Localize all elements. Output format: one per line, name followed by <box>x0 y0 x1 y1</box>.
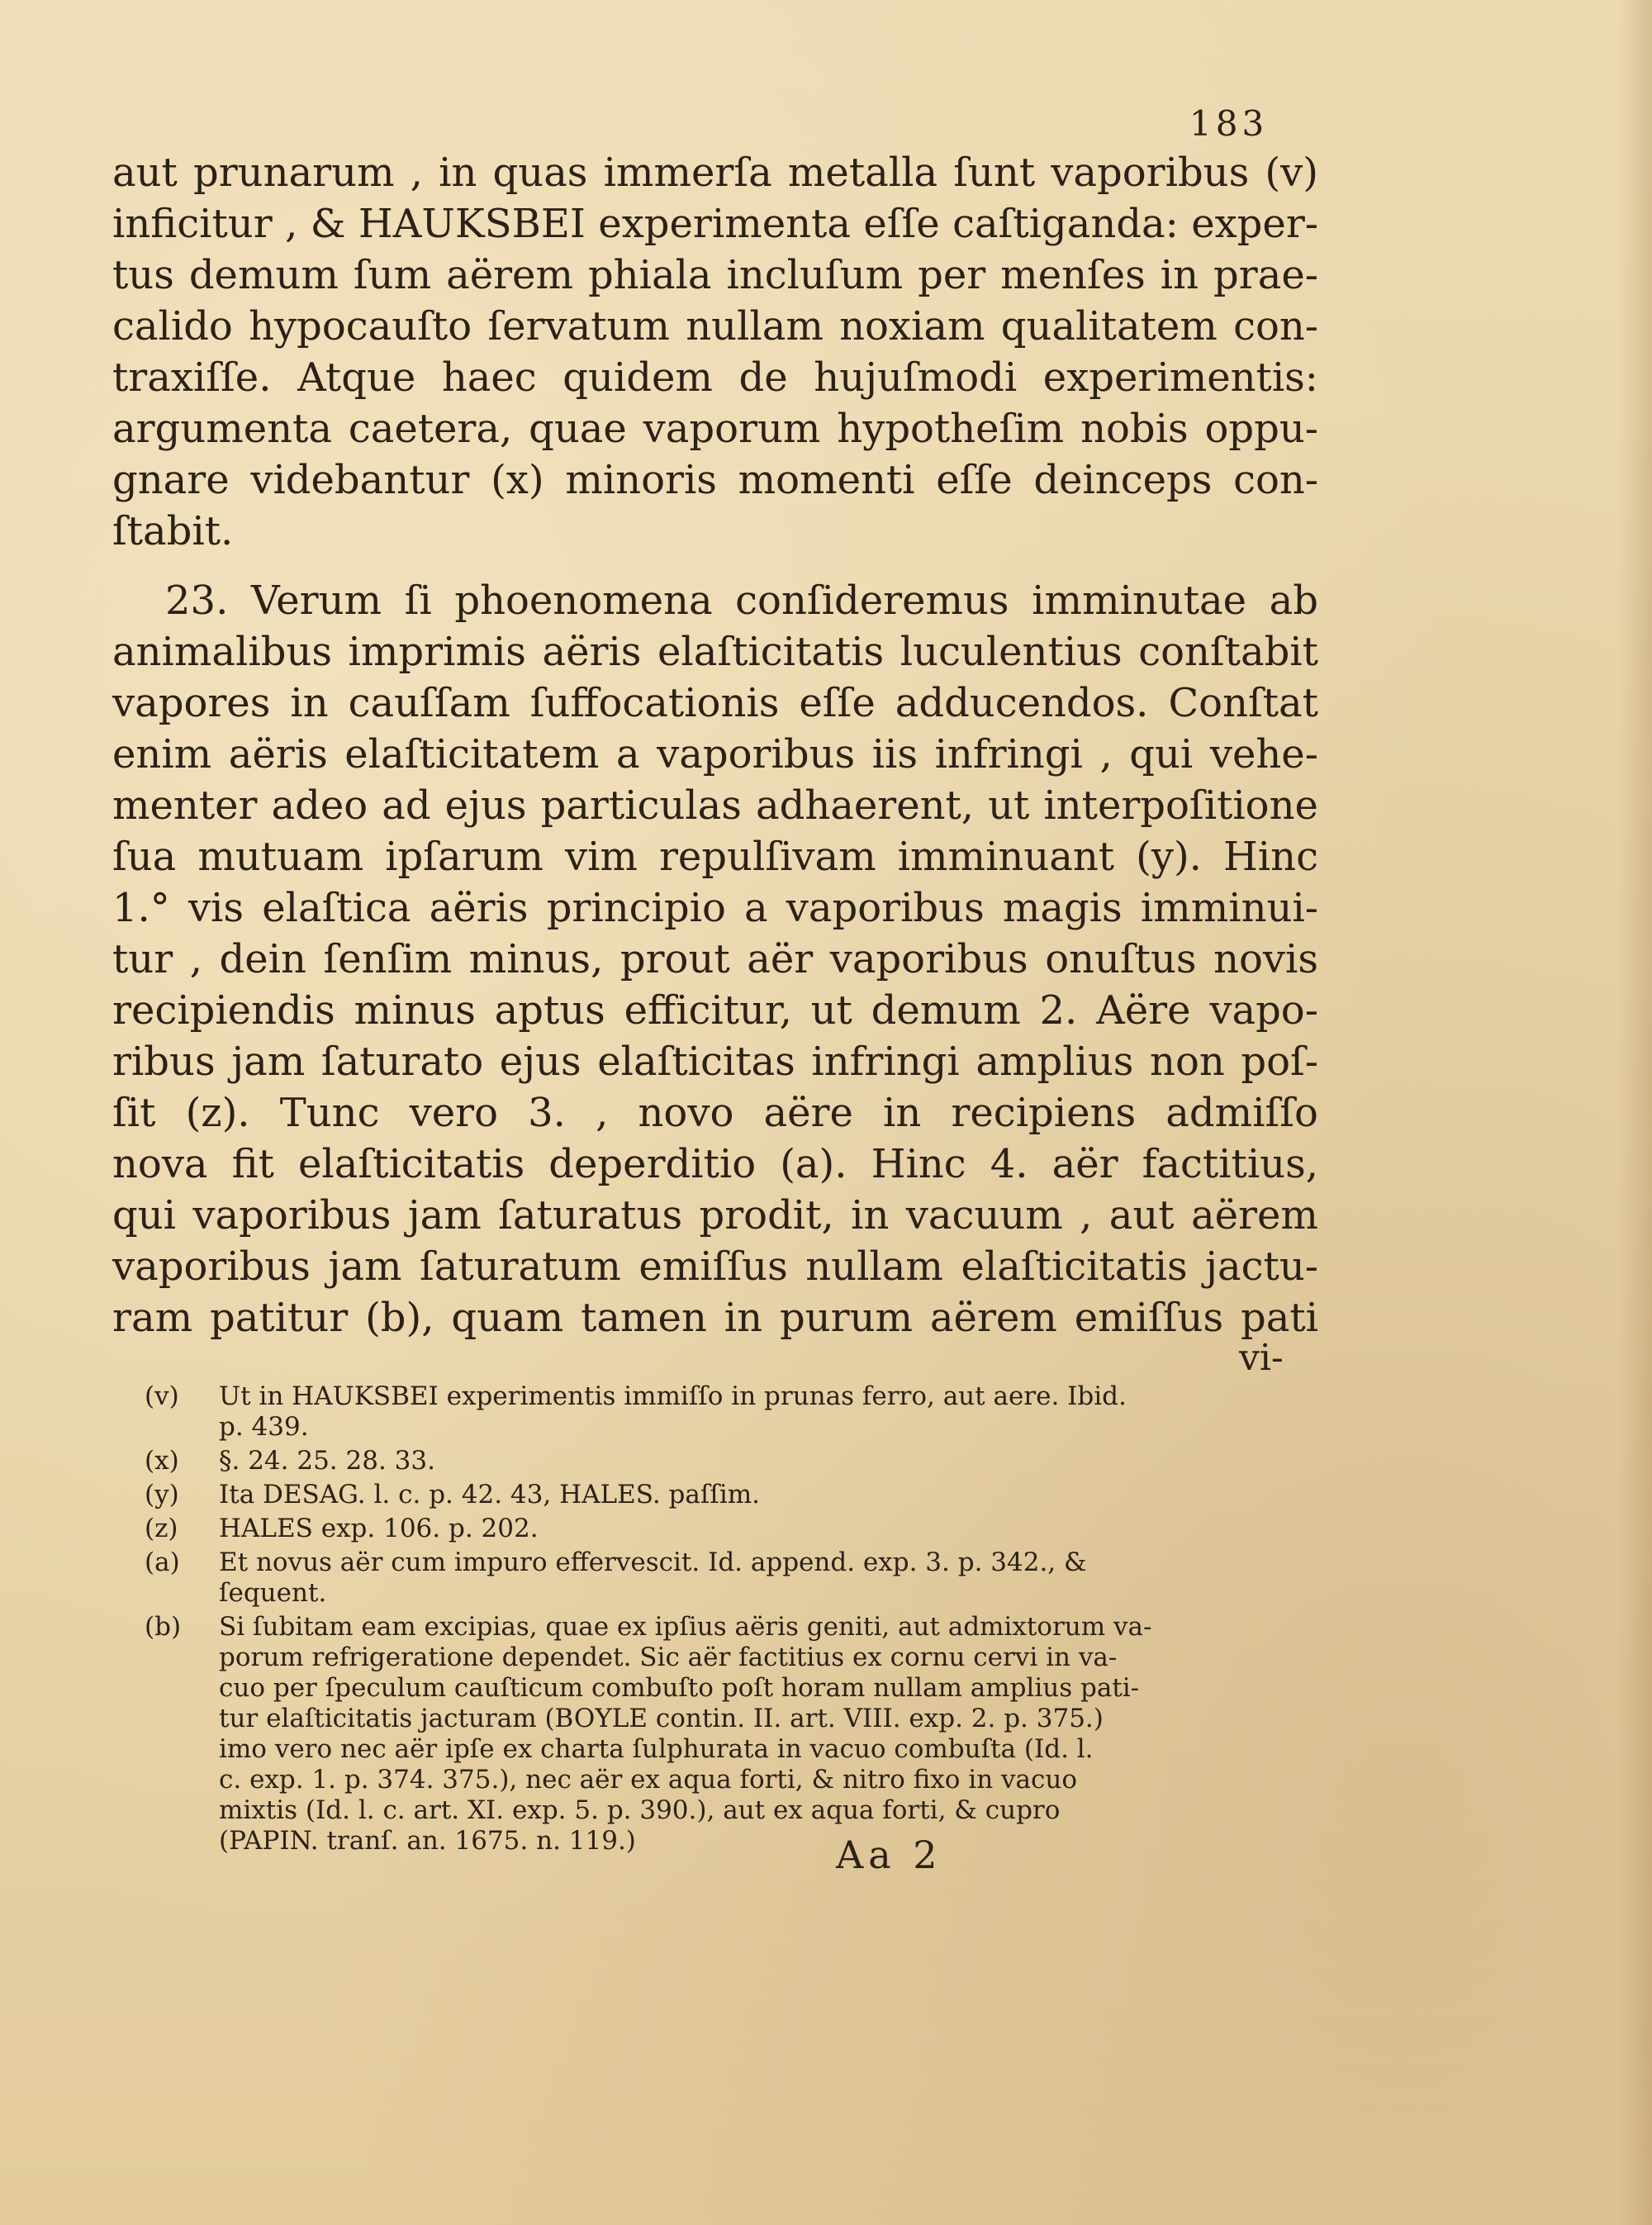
word: ut <box>988 782 1030 829</box>
footnote-line: p. 439. <box>219 1412 309 1442</box>
text-line <box>112 985 1318 1036</box>
text-line <box>112 575 1318 626</box>
word: demum <box>188 252 339 298</box>
word: vaporibus <box>1051 150 1250 196</box>
word: in <box>290 680 329 726</box>
footnote-line: cuo per ſpeculum cauſticum combuſto poſt horam nullam amplius pati- <box>219 1673 1140 1703</box>
word: metalla <box>787 150 938 196</box>
word: poſ- <box>1241 1039 1318 1085</box>
word: vaporibus <box>657 731 856 777</box>
word: vis <box>188 885 244 931</box>
word: adhaerent, <box>755 782 975 829</box>
signature-mark: Aa 2 <box>836 1833 942 1877</box>
paragraph-gap <box>112 557 1318 575</box>
footnotes <box>145 1381 1309 1860</box>
word: recipiens <box>951 1090 1137 1136</box>
word: haec <box>441 354 537 401</box>
word: vim <box>564 834 638 880</box>
word: jam <box>407 1192 482 1238</box>
word: dein <box>219 936 306 982</box>
word: enim <box>112 731 212 777</box>
word: per <box>918 252 986 298</box>
word: aërem <box>929 1295 1057 1341</box>
word: argumenta <box>112 406 332 452</box>
word: aëris <box>542 629 642 675</box>
word: videbantur <box>250 457 470 503</box>
word: tur <box>112 936 173 982</box>
word: phoenomena <box>454 578 713 624</box>
word: vaporibus <box>829 936 1028 982</box>
word: emiſſus <box>638 1243 788 1290</box>
page-edge-shadow <box>1619 0 1652 2225</box>
word: menſes <box>1000 252 1146 298</box>
word: ſit <box>112 1090 156 1136</box>
word: calido <box>112 303 233 349</box>
word: momenti <box>738 457 915 503</box>
footnote-mark: (b) <box>145 1612 182 1642</box>
word: 3. <box>528 1090 566 1136</box>
footnote-line: mixtis (Id. l. c. art. XI. exp. 5. p. 390.), aut ex aqua forti, & cupro <box>219 1795 1061 1825</box>
word: hypotheſim <box>837 406 1065 452</box>
word: ad <box>382 782 431 829</box>
word: minus <box>354 987 476 1034</box>
footnote-line: c. exp. 1. p. 374. 375.), nec aër ex aqua forti, & nitro fixo in vacuo <box>219 1765 1078 1795</box>
word: Tunc <box>279 1090 380 1136</box>
word: ſenſim <box>323 936 453 982</box>
word: vaporibus <box>112 1243 311 1290</box>
word: nullam <box>805 1243 943 1290</box>
word: a <box>744 885 768 931</box>
word: repulſivam <box>658 834 876 880</box>
word: ſi <box>404 578 432 624</box>
word: , <box>285 201 298 247</box>
word: vaporibus <box>786 885 985 931</box>
word: aër <box>1051 1141 1118 1187</box>
word: (y). <box>1136 834 1202 880</box>
footnote <box>145 1548 1309 1609</box>
word: amplius <box>976 1039 1134 1085</box>
word: (a). <box>780 1141 847 1187</box>
word: jam <box>231 1039 306 1085</box>
word: vapo- <box>1209 987 1318 1034</box>
word: fit <box>231 1141 274 1187</box>
word: adducendos. <box>895 680 1149 726</box>
word: ipſarum <box>385 834 544 880</box>
word: tus <box>112 252 174 298</box>
word: Hinc <box>1222 834 1318 880</box>
footnote-mark: (y) <box>145 1480 179 1509</box>
catchword: vi- <box>1239 1337 1284 1379</box>
word: aut <box>1108 1192 1175 1238</box>
word: elaſticitas <box>597 1039 795 1085</box>
word: 23. <box>165 578 229 624</box>
word: inficitur <box>112 201 273 247</box>
main-text <box>112 147 1318 1343</box>
word: experimentis: <box>1042 354 1318 401</box>
word: qualitatem <box>1000 303 1218 349</box>
word: phiala <box>587 252 712 298</box>
word: conſtabit <box>1138 629 1318 675</box>
word: particulas <box>540 782 742 829</box>
word: vero <box>409 1090 498 1136</box>
word: jam <box>328 1243 402 1290</box>
text-line <box>112 626 1318 677</box>
word: vaporibus <box>192 1192 392 1238</box>
word: ejus <box>444 782 527 829</box>
footnote-line: §. 24. 25. 28. 33. <box>219 1446 435 1476</box>
text-line <box>112 1036 1318 1087</box>
word: immerſa <box>603 150 772 196</box>
word: ſtabit. <box>112 508 234 554</box>
word: quae <box>529 406 627 452</box>
word: imprimis <box>348 629 526 675</box>
word: demum <box>871 987 1021 1034</box>
footnote-line: ſequent. <box>219 1578 327 1608</box>
word: con- <box>1233 303 1318 349</box>
word: ſervatum <box>487 303 670 349</box>
word: nova <box>112 1141 208 1187</box>
footnote-line: tur elaſticitatis jacturam (BOYLE contin. II. art. VIII. exp. 2. p. 375.) <box>219 1704 1104 1733</box>
word: in <box>724 1295 763 1341</box>
word: , <box>410 150 423 196</box>
word: elaſticitatem <box>344 731 600 777</box>
footnote-line: Et novus aër cum impuro effervescit. Id. append. exp. 3. p. 342., & <box>219 1548 1087 1577</box>
word: ab <box>1269 578 1318 624</box>
word: quidem <box>563 354 713 401</box>
word: in <box>883 1090 922 1136</box>
word: vapores <box>112 680 271 726</box>
word: Verum <box>250 578 382 624</box>
footnote-mark: (x) <box>145 1446 179 1476</box>
word: efficitur, <box>624 987 792 1034</box>
word: minoris <box>565 457 717 503</box>
word: qui <box>1129 731 1194 777</box>
footnote-mark: (a) <box>145 1548 180 1577</box>
footnote-line: (PAPIN. tranſ. an. 1675. n. 119.) <box>219 1826 636 1856</box>
word: 1.° <box>112 885 170 931</box>
word: (v) <box>1265 150 1318 196</box>
word: & <box>310 201 346 247</box>
word: luculentius <box>900 629 1123 675</box>
word: ſaturato <box>320 1039 484 1085</box>
word: traxiſſe. <box>112 354 272 401</box>
word: vaporum <box>643 406 821 452</box>
word: hujuſmodi <box>814 354 1018 401</box>
word: exper- <box>1191 201 1318 247</box>
text-line <box>112 403 1318 454</box>
word: experimenta <box>598 201 851 247</box>
text-line <box>112 1241 1318 1292</box>
word: ram <box>112 1295 193 1341</box>
word: caetera, <box>348 406 513 452</box>
word: ſaturatum <box>419 1243 621 1290</box>
word: vehe- <box>1209 731 1318 777</box>
word: quam <box>451 1295 564 1341</box>
word: 4. <box>990 1141 1028 1187</box>
text-line <box>112 506 1318 557</box>
word: patitur <box>210 1295 349 1341</box>
word: onuſtus <box>1045 936 1197 982</box>
word: nullam <box>686 303 824 349</box>
word: aut <box>112 150 178 196</box>
word: Hinc <box>871 1141 966 1187</box>
word: in <box>1160 252 1199 298</box>
footnote-mark: (v) <box>145 1381 179 1411</box>
text-line <box>112 1190 1318 1241</box>
footnote <box>145 1514 1309 1544</box>
word: jactu- <box>1205 1243 1318 1290</box>
word: non <box>1150 1039 1225 1085</box>
word: ut <box>810 987 852 1034</box>
word: caſtiganda: <box>952 201 1179 247</box>
word: ribus <box>112 1039 216 1085</box>
word: de <box>738 354 788 401</box>
word: gnare <box>112 457 230 503</box>
text-line <box>112 352 1318 403</box>
word: , <box>596 1090 609 1136</box>
word: 2. <box>1039 987 1078 1034</box>
word: animalibus <box>112 629 332 675</box>
word: conſideremus <box>735 578 1009 624</box>
word: infringi <box>811 1039 960 1085</box>
word: eſſe <box>936 457 1013 503</box>
word: imminui- <box>1140 885 1318 931</box>
word: oppu- <box>1204 406 1318 452</box>
text-line <box>112 1139 1318 1190</box>
word: iis <box>871 731 918 777</box>
word: factitius, <box>1142 1141 1318 1187</box>
text-line <box>112 729 1318 780</box>
word: (b), <box>365 1295 434 1341</box>
word: qui <box>112 1192 176 1238</box>
word: aëris <box>429 885 529 931</box>
word: Aëre <box>1096 987 1191 1034</box>
word: ſuffocationis <box>529 680 780 726</box>
footnote-mark: (z) <box>145 1514 178 1543</box>
word: deinceps <box>1033 457 1213 503</box>
text-line <box>112 882 1318 934</box>
word: prae- <box>1213 252 1318 298</box>
text-line <box>112 780 1318 831</box>
word: quas <box>492 150 588 196</box>
word: interpoſitione <box>1043 782 1318 829</box>
word: eſſe <box>799 680 876 726</box>
word: purum <box>779 1295 913 1341</box>
word: ſua <box>112 834 177 880</box>
word: , <box>1080 1192 1093 1238</box>
word: novis <box>1213 936 1318 982</box>
word: principio <box>546 885 726 931</box>
footnote-line: Ut in HAUKSBEI experimentis immiſſo in prunas ferro, aut aere. Ibid. <box>219 1381 1127 1411</box>
page-number: 183 <box>1189 103 1269 144</box>
word: , <box>1099 731 1113 777</box>
word: prout <box>620 936 730 982</box>
word: admiſſo <box>1165 1090 1318 1136</box>
word: HAUKSBEI <box>358 201 586 247</box>
word: con- <box>1233 457 1318 503</box>
word: , <box>189 936 202 982</box>
word: vacuum <box>905 1192 1063 1238</box>
word: prodit, <box>699 1192 834 1238</box>
word: hypocauſto <box>249 303 472 349</box>
word: ſum <box>353 252 432 298</box>
word: mutuam <box>197 834 364 880</box>
word: adeo <box>271 782 368 829</box>
word: novo <box>638 1090 734 1136</box>
word: ſaturatus <box>498 1192 683 1238</box>
word: tamen <box>581 1295 707 1341</box>
word: Atque <box>297 354 416 401</box>
word: deperditio <box>548 1141 757 1187</box>
word: (z). <box>185 1090 250 1136</box>
footnote-line: HALES exp. 106. p. 202. <box>219 1514 539 1543</box>
text-line <box>112 301 1318 352</box>
word: elaſticitatis <box>298 1141 525 1187</box>
word: ſunt <box>953 150 1036 196</box>
word: aptus <box>494 987 605 1034</box>
text-line <box>112 454 1318 506</box>
word: aëris <box>228 731 328 777</box>
word: recipiendis <box>112 987 335 1034</box>
text-line <box>112 147 1318 198</box>
footnote-line: Ita DESAG. l. c. p. 42. 43, HALES. paſſim. <box>219 1480 760 1509</box>
word: aër <box>747 936 814 982</box>
word: elaſticitatis <box>657 629 885 675</box>
word: a <box>615 731 640 777</box>
word: imminuant <box>897 834 1115 880</box>
footnote <box>145 1480 1309 1510</box>
word: noxiam <box>839 303 985 349</box>
word: cauſſam <box>348 680 510 726</box>
word: aëre <box>763 1090 853 1136</box>
text-line <box>112 831 1318 882</box>
word: menter <box>112 782 258 829</box>
footnote <box>145 1446 1309 1476</box>
text-line <box>112 1087 1318 1139</box>
text-line <box>112 250 1318 301</box>
word: minus, <box>468 936 604 982</box>
word: emiſſus <box>1074 1295 1224 1341</box>
word: imminutae <box>1032 578 1247 624</box>
word: eſſe <box>863 201 940 247</box>
footnote-line: imo vero nec aër ipſe ex charta ſulphurata in vacuo combuſta (Id. l. <box>219 1734 1094 1764</box>
word: incluſum <box>726 252 904 298</box>
text-line <box>112 198 1318 250</box>
word: aërem <box>446 252 573 298</box>
word: ejus <box>499 1039 582 1085</box>
footnote-line: porum refrigeratione dependet. Sic aër factitius ex cornu cervi in va- <box>219 1643 1118 1672</box>
word: elaſticitatis <box>961 1243 1188 1290</box>
word: in <box>439 150 477 196</box>
word: nobis <box>1080 406 1189 452</box>
text-line <box>112 1292 1318 1343</box>
word: elaſtica <box>262 885 411 931</box>
word: aërem <box>1190 1192 1318 1238</box>
word: (x) <box>491 457 544 503</box>
word: pati <box>1241 1295 1318 1341</box>
footnote <box>145 1612 1309 1857</box>
footnote-line: Si ſubitam eam excipias, quae ex ipſius aëris geniti, aut admixtorum va- <box>219 1612 1152 1642</box>
text-line <box>112 677 1318 729</box>
word: infringi <box>934 731 1083 777</box>
word: prunarum <box>193 150 395 196</box>
footnote <box>145 1381 1309 1443</box>
word: in <box>851 1192 890 1238</box>
text-line <box>112 934 1318 985</box>
word: Conſtat <box>1168 680 1318 726</box>
word: magis <box>1002 885 1123 931</box>
